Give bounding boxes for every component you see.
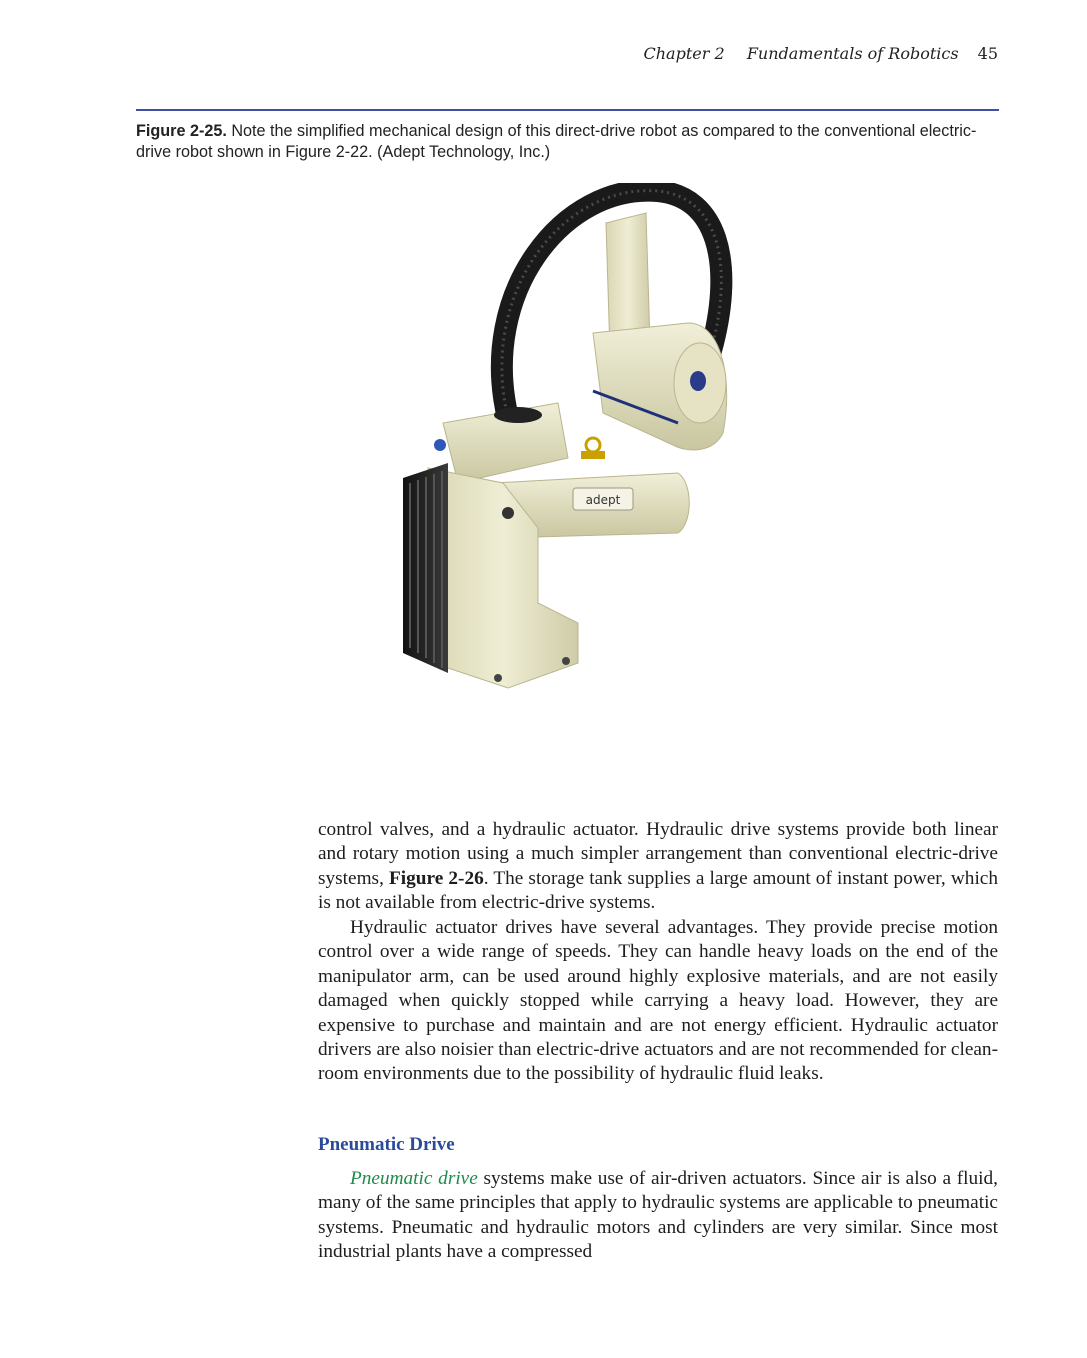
base-knob bbox=[502, 507, 514, 519]
lifting-eye bbox=[586, 438, 600, 452]
chapter-title: Fundamentals of Robotics bbox=[746, 44, 959, 63]
paragraph-3-text: systems make use of air-driven actuators. Since air is also a fluid, many of the same principles that apply to hydraulic systems are applicable to pneumatic systems. Pneumatic and hydraulic motors and cylinders are very similar. Since most industrial plants have a compressed bbox=[318, 1168, 998, 1263]
paragraph-1-text-end: . The storage tank supplies a large amount of instant power, which is not available from electric-drive systems. bbox=[318, 867, 998, 914]
status-light bbox=[434, 439, 446, 451]
paragraph-2: Hydraulic actuator drives have several advantages. They provide precise motion control over a wide range of speeds. They can handle heavy loads on the end of the manipulator arm, can be used around highly explosive materials, and are not easily damaged when quickly stopped while carrying a heavy load. However, they are expensive to purchase and maintain and are not energy efficient. Hydraulic actuator drivers are also noisier than electric-drive actuators and are not recommended for clean-room environments due to the possibility of hydraulic fluid leaks. bbox=[318, 917, 998, 1085]
base-bolt bbox=[562, 657, 570, 665]
figure-reference: Figure 2-26 bbox=[389, 867, 484, 889]
logo-text: adept bbox=[585, 493, 621, 507]
paragraph-1-text: control valves, and a hydraulic actuator. Hydraulic drive systems provide both linear and rotary motion using a much simpler arrangement than conventional electric-drive systems, bbox=[318, 819, 998, 889]
robot-figure bbox=[388, 183, 738, 728]
figure-label: Figure 2-25. bbox=[136, 122, 227, 140]
lifting-eye-base bbox=[581, 451, 605, 459]
paragraph-1 bbox=[318, 818, 998, 916]
joint-connector bbox=[690, 371, 706, 391]
running-header bbox=[643, 44, 998, 63]
header-rule bbox=[136, 109, 999, 111]
cable-entry bbox=[494, 407, 542, 423]
caption-text: Note the simplified mechanical design of this direct-drive robot as compared to the conventional electric-drive robot shown in Figure 2-22. (Adept Technology, Inc.) bbox=[136, 122, 977, 161]
page-number: 45 bbox=[977, 44, 998, 63]
section-heading: Pneumatic Drive bbox=[318, 1134, 455, 1155]
paragraph-3 bbox=[318, 1167, 998, 1265]
chapter-label: Chapter 2 bbox=[643, 44, 725, 63]
figure-caption bbox=[136, 121, 1006, 163]
base-bolt bbox=[494, 674, 502, 682]
scara-robot-illustration bbox=[388, 183, 738, 728]
key-term: Pneumatic drive bbox=[350, 1168, 478, 1189]
